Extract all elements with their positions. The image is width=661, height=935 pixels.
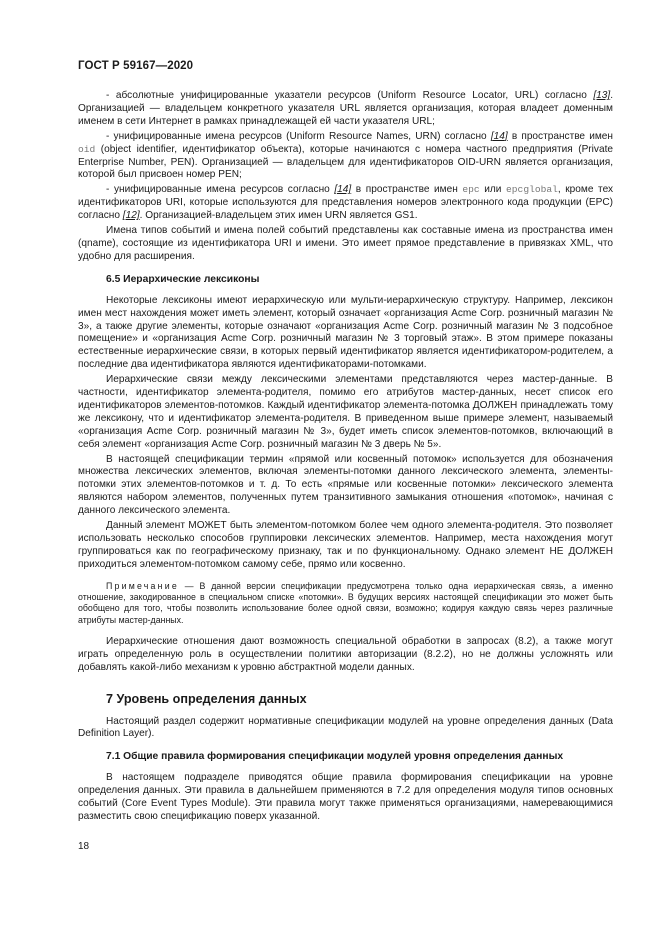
- text-run: . Организацией-владельцем этих имен URN является GS1.: [139, 210, 418, 222]
- chapter-heading-7: 7 Уровень определения данных: [106, 691, 307, 706]
- text-run: в пространстве имен: [507, 130, 613, 142]
- text-run: в пространстве имен: [351, 184, 463, 196]
- note-text: — В данной версии спецификации предусмотрена только одна иерархическая связь, а именно отношение, закодированное в специальном списке «потомки». В будущих версиях настоящей спецификации это может быть обобщено для того, чтобы позволить использование более одной связи, возможно; кодируя каждую связь через различные атрибуты мастер-данных.: [78, 580, 613, 625]
- paragraph-event-names: Имена типов событий и имена полей событий представлены как составные имена из пространства имен (qname), состоящие из идентификатора URI и имени. Это имеет прямое представление в привязках XML, что удобно для расширения.: [78, 225, 613, 262]
- text-run: или: [479, 184, 507, 196]
- text-run: (object identifier, идентификатор объекта), которые начинаются с номера частного предприятия (Private Enterprise Number, PEN). Организацией — владельцем для идентификаторов OID-URN является организация, которой был присвоен номер PEN;: [78, 143, 613, 181]
- note-label: Примечание: [106, 580, 179, 591]
- paragraph-master-data: Иерархические связи между лексическими элементами представляются через мастер-данные. В частности, идентификатор элемента-родителя, помимо его атрибутов мастер-данных, несет список его идентификаторов элементов-потомков. Каждый идентификатор элемента-потомка ДОЛЖЕН принадлежать тому же лексикону, что и идентификатор элемента-родителя. В приведенном выше примере элемент, называемый «организация Acme Corp. розничный магазин № 3», будет иметь список элементов-потомков, включающий в себя элемент «организация Acme Corp. розничный магазин № 3 дверь № 5».: [78, 374, 613, 450]
- paragraph-descendant-term: В настоящей спецификации термин «прямой или косвенный потомок» используется для обозначения множества лексических элементов, включая элементы-потомки данного лексического элемента, элементы-потомки этих элементов-потомков и т. д. То есть «прямые или косвенные потомки» лексического элемента являются набором элементов, полученных путем транзитивного замыкания отношения «потомок», начиная с данного лексического элемента.: [78, 453, 613, 517]
- paragraph-ddl-intro: Настоящий раздел содержит нормативные спецификации модулей на уровне определения данных (Data Definition Layer).: [78, 715, 613, 740]
- paragraph-hierarchy-intro: Некоторые лексиконы имеют иерархическую или мульти-иерархическую структуру. Например, лексикон имен мест нахождения может иметь элемент, который означает «организация Acme Corp. розничный магазин № 3», а также другие элементы, которые означают «организация Acme Corp. розничный магазин № 3 подсобное помещение» и «организация Acme Corp. розничный магазин № 3 торговый этаж». В этом примере показаны естественные иерархические связи, в которых первый идентификатор является идентификатором-родителем, а последние два идентификатора являются идентификаторами-потомками.: [78, 294, 613, 371]
- paragraph-multiple-parents: Данный элемент МОЖЕТ быть элементом-потомком более чем одного элемента-родителя. Это позволяет использовать несколько способов группировки лексических элементов. Например, места нахождения могут группироваться как по географическому признаку, так и по функциональному. Однако элемент НЕ ДОЛЖЕН приходиться элементом-потомком самому себе, прямо или косвенно.: [78, 520, 613, 570]
- page-number: 18: [78, 841, 90, 852]
- page-content: [78, 90, 613, 824]
- page-header-standard: ГОСТ Р 59167—2020: [78, 60, 194, 72]
- text-run: - унифицированные имена ресурсов (Uniform Resource Names, URN) согласно: [106, 130, 491, 142]
- text-run: - абсолютные унифицированные указатели ресурсов (Uniform Resource Locator, URL) согласно: [106, 90, 594, 101]
- text-run: - унифицированные имена ресурсов согласно: [106, 184, 335, 196]
- paragraph-urn-epc: [78, 184, 613, 223]
- code-term: epc: [462, 184, 480, 196]
- text-run: , кроме тех идентификаторов URI, которые используются для представления номеров электронного кода продукции (EPC) согласно: [78, 184, 614, 222]
- code-term: oid: [78, 143, 96, 155]
- reference-link[interactable]: [12]: [122, 210, 140, 222]
- reference-link[interactable]: [14]: [490, 130, 508, 142]
- paragraph-urn-oid: [78, 131, 613, 183]
- paragraph-hierarchy-queries: Иерархические отношения дают возможность специальной обработки в запросах (8.2), а также могут играть определенную роль в осуществлении политики авторизации (8.2.2), но не должны усложнять или добавлять какой-либо механизм к уровню абстрактной модели данных.: [78, 635, 613, 673]
- section-heading-7-1: 7.1 Общие правила формирования спецификации модулей уровня определения данных: [106, 751, 564, 763]
- note-paragraph: [78, 581, 613, 626]
- reference-link[interactable]: [14]: [334, 184, 352, 196]
- text-run: . Организацией — владельцем конкретного указателя URL является организация, которая владеет доменным именем в сети Интернет в рамках принадлежащей ей части указателя URL;: [78, 90, 613, 127]
- code-term: epcglobal: [506, 184, 558, 196]
- section-heading-6-5: 6.5 Иерархические лексиконы: [106, 273, 260, 285]
- reference-link[interactable]: [13]: [593, 90, 611, 101]
- paragraph-general-rules: В настоящем подразделе приводятся общие правила формирования спецификации на уровне определения данных. Эти правила в дальнейшем применяются в 7.2 для определения модуля типов основных событий (Core Event Types Module). Эти правила могут также применяться организациями, намеревающимися разместить свою спецификацию поверх указанной.: [78, 772, 613, 822]
- paragraph-url: [78, 90, 613, 129]
